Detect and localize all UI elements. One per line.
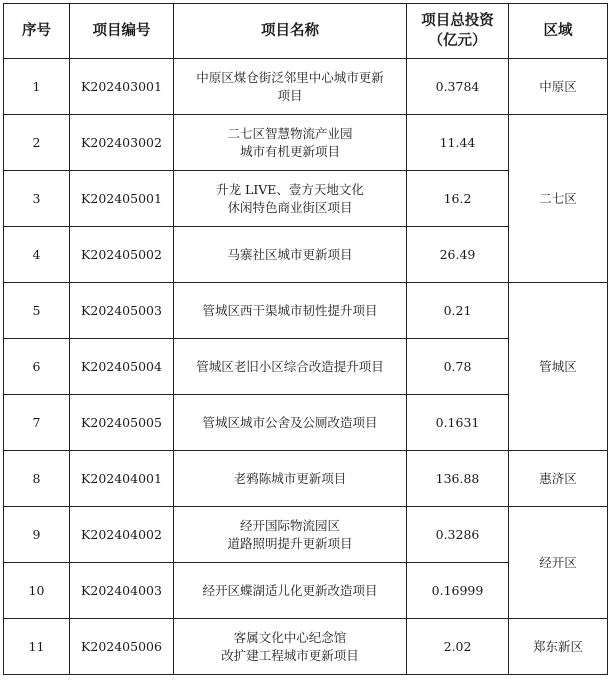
code-cell: K202405003 xyxy=(70,283,174,339)
project-name-cell xyxy=(174,171,407,227)
project-name-line1: 客属文化中心纪念馆 xyxy=(233,629,347,645)
project-name-line2: 休闲特色商业街区项目 xyxy=(227,199,353,215)
table-row xyxy=(4,115,608,171)
code-cell: K202403002 xyxy=(70,115,174,171)
project-name-cell xyxy=(174,115,407,171)
investment-cell: 0.78 xyxy=(407,339,509,395)
seq-cell: 3 xyxy=(4,171,70,227)
header-row xyxy=(4,4,608,59)
header-district: 区域 xyxy=(509,4,608,59)
seq-cell: 1 xyxy=(4,59,70,115)
header-investment-unit: （亿元） xyxy=(428,33,487,49)
investment-cell: 0.1631 xyxy=(407,395,509,451)
investment-cell: 11.44 xyxy=(407,115,509,171)
project-name-line2: 城市有机更新项目 xyxy=(239,143,340,159)
project-name-line2: 项目 xyxy=(277,87,303,103)
district-cell: 郑东新区 xyxy=(509,619,608,675)
project-name-cell: 经开区蝶湖适儿化更新改造项目 xyxy=(174,563,407,619)
table-row xyxy=(4,59,608,115)
code-cell: K202405006 xyxy=(70,619,174,675)
district-cell: 管城区 xyxy=(509,283,608,451)
code-cell: K202404002 xyxy=(70,507,174,563)
seq-cell: 2 xyxy=(4,115,70,171)
table-row xyxy=(4,507,608,563)
code-cell: K202405001 xyxy=(70,171,174,227)
code-cell: K202404003 xyxy=(70,563,174,619)
header-investment xyxy=(407,4,509,59)
district-cell: 惠济区 xyxy=(509,451,608,507)
seq-cell: 8 xyxy=(4,451,70,507)
seq-cell: 9 xyxy=(4,507,70,563)
project-name-cell: 老鸦陈城市更新项目 xyxy=(174,451,407,507)
header-name: 项目名称 xyxy=(174,4,407,59)
project-name-cell: 管城区城市公舍及公厕改造项目 xyxy=(174,395,407,451)
district-cell: 经开区 xyxy=(509,507,608,619)
investment-cell: 0.16999 xyxy=(407,563,509,619)
project-name-cell: 马寨社区城市更新项目 xyxy=(174,227,407,283)
project-name-line1: 升龙 LIVE、壹方天地文化 xyxy=(216,181,364,197)
district-cell: 二七区 xyxy=(509,115,608,283)
project-name-cell xyxy=(174,59,407,115)
table-row xyxy=(4,619,608,675)
project-name-line2: 改扩建工程城市更新项目 xyxy=(221,647,359,663)
seq-cell: 5 xyxy=(4,283,70,339)
investment-cell: 136.88 xyxy=(407,451,509,507)
project-name-line2: 道路照明提升更新项目 xyxy=(227,535,353,551)
header-investment-label: 项目总投资 xyxy=(421,13,494,29)
code-cell: K202405004 xyxy=(70,339,174,395)
seq-cell: 6 xyxy=(4,339,70,395)
investment-cell: 0.3286 xyxy=(407,507,509,563)
seq-cell: 7 xyxy=(4,395,70,451)
code-cell: K202405005 xyxy=(70,395,174,451)
seq-cell: 10 xyxy=(4,563,70,619)
project-name-cell xyxy=(174,619,407,675)
district-cell: 中原区 xyxy=(509,59,608,115)
project-name-cell: 管城区老旧小区综合改造提升项目 xyxy=(174,339,407,395)
code-cell: K202404001 xyxy=(70,451,174,507)
projects-table xyxy=(3,3,608,675)
project-name-line1: 经开国际物流园区 xyxy=(239,517,340,533)
code-cell: K202403001 xyxy=(70,59,174,115)
seq-cell: 11 xyxy=(4,619,70,675)
project-name-cell: 管城区西干渠城市韧性提升项目 xyxy=(174,283,407,339)
investment-cell: 0.21 xyxy=(407,283,509,339)
project-name-cell xyxy=(174,507,407,563)
project-name-line1: 中原区煤仓街泛邻里中心城市更新 xyxy=(196,69,384,85)
investment-cell: 2.02 xyxy=(407,619,509,675)
investment-cell: 16.2 xyxy=(407,171,509,227)
table-row xyxy=(4,283,608,339)
investment-cell: 26.49 xyxy=(407,227,509,283)
project-name-line1: 二七区智慧物流产业园 xyxy=(227,125,353,141)
seq-cell: 4 xyxy=(4,227,70,283)
table-row xyxy=(4,451,608,507)
code-cell: K202405002 xyxy=(70,227,174,283)
header-seq: 序号 xyxy=(4,4,70,59)
investment-cell: 0.3784 xyxy=(407,59,509,115)
header-code: 项目编号 xyxy=(70,4,174,59)
